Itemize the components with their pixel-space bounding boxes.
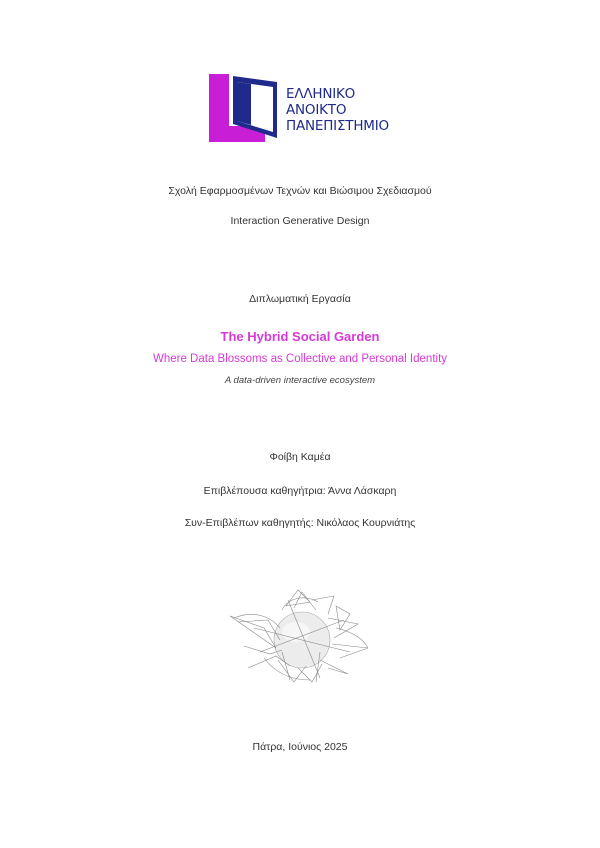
university-name-line-2: ΑΝΟΙΚΤΟ xyxy=(286,102,347,118)
university-name-line-3: ΠΑΝΕΠΙΣΤΗΜΙΟ xyxy=(286,118,389,134)
author-name: Φοίβη Καμέα xyxy=(269,451,331,463)
hybrid-garden-flower-icon xyxy=(224,588,378,684)
supervisor-line: Επιβλέπουσα καθηγήτρια: Άννα Λάσκαρη xyxy=(203,485,397,497)
university-logo xyxy=(207,72,397,144)
school-name: Σχολή Εφαρμοσμένων Τεχνών και Βιώσιμου Σχεδιασμού xyxy=(168,185,432,197)
program-name: Interaction Generative Design xyxy=(230,215,370,227)
thesis-tagline: A data-driven interactive ecosystem xyxy=(224,375,376,386)
thesis-title: The Hybrid Social Garden xyxy=(220,329,380,344)
place-and-date: Πάτρα, Ιούνιος 2025 xyxy=(252,741,348,753)
co-supervisor-line: Συν-Επιβλέπων καθηγητής: Νικόλαος Κουρνιάτης xyxy=(184,517,416,529)
university-emblem-icon xyxy=(207,72,281,144)
university-name xyxy=(286,86,389,134)
thesis-subtitle: Where Data Blossoms as Collective and Personal Identity xyxy=(152,353,448,365)
university-name-line-1: ΕΛΛΗΝΙΚΟ xyxy=(286,86,356,102)
document-type: Διπλωματική Εργασία xyxy=(249,293,351,305)
